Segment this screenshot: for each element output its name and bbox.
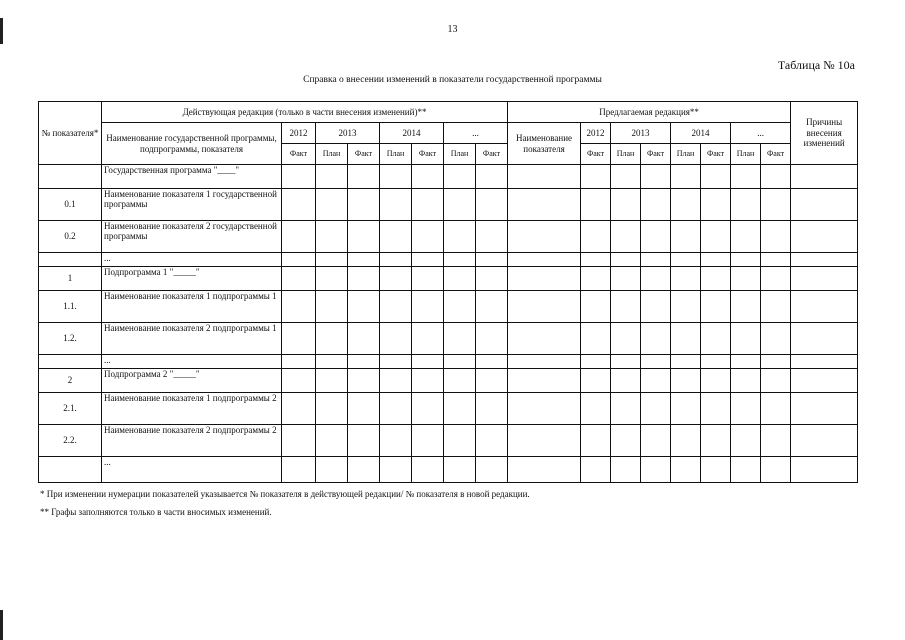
row-number: 1.2.: [39, 323, 102, 355]
value-cell: [348, 221, 380, 253]
value-cell: [444, 355, 476, 369]
value-cell: [581, 369, 611, 393]
subheader-cell: Факт: [412, 144, 444, 165]
value-cell: [380, 369, 412, 393]
value-cell: [791, 253, 858, 267]
footnote: ** Графы заполняются только в части вносимых изменений.: [40, 507, 272, 517]
value-cell: [508, 425, 581, 457]
table-row: [39, 253, 858, 267]
header-num: № показателя*: [39, 102, 102, 165]
value-cell: [282, 369, 316, 393]
value-cell: [316, 369, 348, 393]
subheader-cell: План: [731, 144, 761, 165]
value-cell: [348, 457, 380, 483]
page-edge-mark: [0, 610, 3, 640]
value-cell: [316, 253, 348, 267]
value-cell: [611, 189, 641, 221]
value-cell: [641, 165, 671, 189]
value-cell: [701, 425, 731, 457]
value-cell: [444, 425, 476, 457]
value-cell: [508, 267, 581, 291]
value-cell: [701, 323, 731, 355]
value-cell: [761, 425, 791, 457]
row-number: 1: [39, 267, 102, 291]
value-cell: [791, 355, 858, 369]
value-cell: [731, 393, 761, 425]
header-year: 2013: [316, 123, 380, 144]
value-cell: [412, 425, 444, 457]
value-cell: [380, 253, 412, 267]
value-cell: [444, 165, 476, 189]
value-cell: [508, 291, 581, 323]
value-cell: [701, 369, 731, 393]
header-year: ...: [731, 123, 791, 144]
row-number: 0.1: [39, 189, 102, 221]
value-cell: [671, 221, 701, 253]
subheader-cell: Факт: [581, 144, 611, 165]
value-cell: [671, 323, 701, 355]
row-number: 2.1.: [39, 393, 102, 425]
value-cell: [508, 393, 581, 425]
header-current-edition: Действующая редакция (только в части внесения изменений)**: [102, 102, 508, 123]
value-cell: [476, 253, 508, 267]
row-name: Наименование показателя 2 подпрограммы 1: [102, 323, 282, 355]
value-cell: [701, 267, 731, 291]
value-cell: [701, 189, 731, 221]
value-cell: [348, 355, 380, 369]
subheader-cell: Факт: [282, 144, 316, 165]
value-cell: [282, 221, 316, 253]
value-cell: [412, 291, 444, 323]
value-cell: [476, 267, 508, 291]
value-cell: [611, 369, 641, 393]
value-cell: [611, 457, 641, 483]
header-year: 2013: [611, 123, 671, 144]
value-cell: [316, 425, 348, 457]
value-cell: [348, 189, 380, 221]
value-cell: [412, 189, 444, 221]
value-cell: [476, 189, 508, 221]
header-name-current: Наименование государственной программы, подпрограммы, показателя: [102, 123, 282, 165]
value-cell: [380, 189, 412, 221]
value-cell: [476, 323, 508, 355]
value-cell: [476, 221, 508, 253]
table-row: [39, 267, 858, 291]
row-name: ...: [102, 355, 282, 369]
value-cell: [282, 165, 316, 189]
value-cell: [581, 221, 611, 253]
value-cell: [611, 291, 641, 323]
value-cell: [731, 425, 761, 457]
value-cell: [731, 267, 761, 291]
value-cell: [282, 393, 316, 425]
table-row: [39, 393, 858, 425]
value-cell: [671, 393, 701, 425]
value-cell: [476, 425, 508, 457]
value-cell: [316, 165, 348, 189]
value-cell: [282, 267, 316, 291]
row-name: Государственная программа "____": [102, 165, 282, 189]
value-cell: [508, 221, 581, 253]
value-cell: [508, 369, 581, 393]
value-cell: [761, 355, 791, 369]
value-cell: [671, 457, 701, 483]
value-cell: [671, 355, 701, 369]
value-cell: [412, 267, 444, 291]
value-cell: [380, 425, 412, 457]
value-cell: [380, 323, 412, 355]
value-cell: [761, 267, 791, 291]
value-cell: [412, 393, 444, 425]
subheader-cell: Факт: [701, 144, 731, 165]
value-cell: [731, 165, 761, 189]
subheader-cell: План: [380, 144, 412, 165]
subheader-cell: Факт: [348, 144, 380, 165]
value-cell: [444, 369, 476, 393]
table-row: [39, 323, 858, 355]
value-cell: [444, 267, 476, 291]
value-cell: [581, 355, 611, 369]
value-cell: [476, 369, 508, 393]
value-cell: [316, 291, 348, 323]
value-cell: [761, 457, 791, 483]
value-cell: [508, 165, 581, 189]
value-cell: [282, 457, 316, 483]
value-cell: [791, 393, 858, 425]
subheader-cell: План: [316, 144, 348, 165]
value-cell: [476, 355, 508, 369]
value-cell: [348, 323, 380, 355]
value-cell: [380, 221, 412, 253]
value-cell: [641, 253, 671, 267]
value-cell: [282, 253, 316, 267]
value-cell: [412, 165, 444, 189]
header-year: 2012: [581, 123, 611, 144]
row-number: 2.2.: [39, 425, 102, 457]
subheader-cell: План: [444, 144, 476, 165]
row-number: [39, 253, 102, 267]
value-cell: [791, 221, 858, 253]
table-row: [39, 189, 858, 221]
value-cell: [641, 291, 671, 323]
value-cell: [761, 291, 791, 323]
value-cell: [731, 323, 761, 355]
value-cell: [581, 457, 611, 483]
value-cell: [791, 369, 858, 393]
value-cell: [791, 189, 858, 221]
header-year: ...: [444, 123, 508, 144]
value-cell: [508, 355, 581, 369]
row-name: Наименование показателя 1 подпрограммы 1: [102, 291, 282, 323]
value-cell: [671, 267, 701, 291]
value-cell: [671, 425, 701, 457]
value-cell: [641, 425, 671, 457]
value-cell: [380, 355, 412, 369]
value-cell: [731, 457, 761, 483]
value-cell: [444, 393, 476, 425]
subheader-cell: План: [671, 144, 701, 165]
value-cell: [731, 221, 761, 253]
value-cell: [508, 457, 581, 483]
value-cell: [731, 291, 761, 323]
value-cell: [611, 355, 641, 369]
header-year: 2014: [380, 123, 444, 144]
value-cell: [761, 323, 791, 355]
row-number: 2: [39, 369, 102, 393]
value-cell: [701, 393, 731, 425]
table-body: [39, 165, 858, 483]
row-name: ...: [102, 253, 282, 267]
row-name: Наименование показателя 2 подпрограммы 2: [102, 425, 282, 457]
value-cell: [444, 221, 476, 253]
value-cell: [611, 425, 641, 457]
value-cell: [701, 457, 731, 483]
value-cell: [316, 221, 348, 253]
value-cell: [611, 165, 641, 189]
value-cell: [641, 369, 671, 393]
value-cell: [611, 221, 641, 253]
subheader-cell: Факт: [761, 144, 791, 165]
value-cell: [348, 267, 380, 291]
value-cell: [412, 323, 444, 355]
value-cell: [641, 221, 671, 253]
subheader-cell: Факт: [476, 144, 508, 165]
value-cell: [731, 189, 761, 221]
value-cell: [581, 425, 611, 457]
row-number: 0.2: [39, 221, 102, 253]
value-cell: [444, 189, 476, 221]
row-name: Наименование показателя 2 государственной программы: [102, 221, 282, 253]
value-cell: [282, 291, 316, 323]
value-cell: [641, 267, 671, 291]
value-cell: [701, 221, 731, 253]
value-cell: [761, 189, 791, 221]
row-number: 1.1.: [39, 291, 102, 323]
value-cell: [701, 165, 731, 189]
value-cell: [380, 393, 412, 425]
value-cell: [731, 355, 761, 369]
table-row: [39, 457, 858, 483]
table-row: [39, 425, 858, 457]
value-cell: [348, 425, 380, 457]
value-cell: [791, 425, 858, 457]
value-cell: [444, 323, 476, 355]
value-cell: [316, 457, 348, 483]
header-proposed-edition: Предлагаемая редакция**: [508, 102, 791, 123]
value-cell: [791, 165, 858, 189]
value-cell: [348, 165, 380, 189]
changes-table: [38, 101, 858, 483]
value-cell: [282, 425, 316, 457]
value-cell: [671, 253, 701, 267]
value-cell: [641, 323, 671, 355]
table-row: [39, 165, 858, 189]
value-cell: [791, 457, 858, 483]
row-number: [39, 355, 102, 369]
value-cell: [444, 291, 476, 323]
footnote: * При изменении нумерации показателей указывается № показателя в действующей редакции/ № показателя в новой редакции.: [40, 489, 530, 499]
value-cell: [476, 165, 508, 189]
value-cell: [581, 323, 611, 355]
row-name: ...: [102, 457, 282, 483]
value-cell: [641, 189, 671, 221]
value-cell: [581, 165, 611, 189]
value-cell: [412, 221, 444, 253]
row-number: [39, 165, 102, 189]
value-cell: [671, 189, 701, 221]
value-cell: [348, 369, 380, 393]
value-cell: [508, 253, 581, 267]
value-cell: [476, 291, 508, 323]
subheader-cell: Факт: [641, 144, 671, 165]
row-name: Подпрограмма 1 "_____": [102, 267, 282, 291]
value-cell: [581, 291, 611, 323]
value-cell: [348, 291, 380, 323]
value-cell: [671, 369, 701, 393]
value-cell: [282, 323, 316, 355]
value-cell: [731, 369, 761, 393]
value-cell: [701, 291, 731, 323]
value-cell: [611, 267, 641, 291]
table-label: Таблица № 10а: [777, 58, 855, 72]
value-cell: [791, 323, 858, 355]
table-row: [39, 369, 858, 393]
value-cell: [412, 355, 444, 369]
header-year: 2014: [671, 123, 731, 144]
value-cell: [611, 393, 641, 425]
value-cell: [641, 355, 671, 369]
value-cell: [282, 189, 316, 221]
row-number: [39, 457, 102, 483]
value-cell: [380, 291, 412, 323]
value-cell: [316, 323, 348, 355]
value-cell: [761, 165, 791, 189]
value-cell: [641, 457, 671, 483]
table-header: [39, 102, 858, 165]
header-reasons: Причины внесения изменений: [791, 102, 858, 165]
value-cell: [316, 189, 348, 221]
value-cell: [701, 355, 731, 369]
value-cell: [316, 267, 348, 291]
row-name: Наименование показателя 1 государственной программы: [102, 189, 282, 221]
value-cell: [761, 393, 791, 425]
document-title: Справка о внесении изменений в показатели государственной программы: [303, 75, 602, 85]
value-cell: [611, 323, 641, 355]
value-cell: [444, 253, 476, 267]
value-cell: [701, 253, 731, 267]
header-year: 2012: [282, 123, 316, 144]
value-cell: [508, 323, 581, 355]
value-cell: [791, 291, 858, 323]
value-cell: [444, 457, 476, 483]
value-cell: [316, 355, 348, 369]
subheader-cell: План: [611, 144, 641, 165]
value-cell: [581, 189, 611, 221]
header-name-proposed: Наименование показателя: [508, 123, 581, 165]
page-number: 13: [447, 24, 458, 35]
table-row: [39, 221, 858, 253]
value-cell: [508, 189, 581, 221]
value-cell: [581, 253, 611, 267]
value-cell: [412, 457, 444, 483]
table-row: [39, 355, 858, 369]
value-cell: [761, 253, 791, 267]
value-cell: [671, 165, 701, 189]
table-row: [39, 291, 858, 323]
value-cell: [761, 369, 791, 393]
row-name: Наименование показателя 1 подпрограммы 2: [102, 393, 282, 425]
value-cell: [671, 291, 701, 323]
value-cell: [581, 267, 611, 291]
value-cell: [611, 253, 641, 267]
value-cell: [348, 393, 380, 425]
value-cell: [476, 393, 508, 425]
value-cell: [380, 267, 412, 291]
value-cell: [380, 457, 412, 483]
row-name: Подпрограмма 2 "_____": [102, 369, 282, 393]
value-cell: [731, 253, 761, 267]
value-cell: [476, 457, 508, 483]
value-cell: [316, 393, 348, 425]
value-cell: [412, 369, 444, 393]
value-cell: [348, 253, 380, 267]
value-cell: [761, 221, 791, 253]
value-cell: [641, 393, 671, 425]
value-cell: [380, 165, 412, 189]
value-cell: [282, 355, 316, 369]
value-cell: [581, 393, 611, 425]
value-cell: [791, 267, 858, 291]
value-cell: [412, 253, 444, 267]
